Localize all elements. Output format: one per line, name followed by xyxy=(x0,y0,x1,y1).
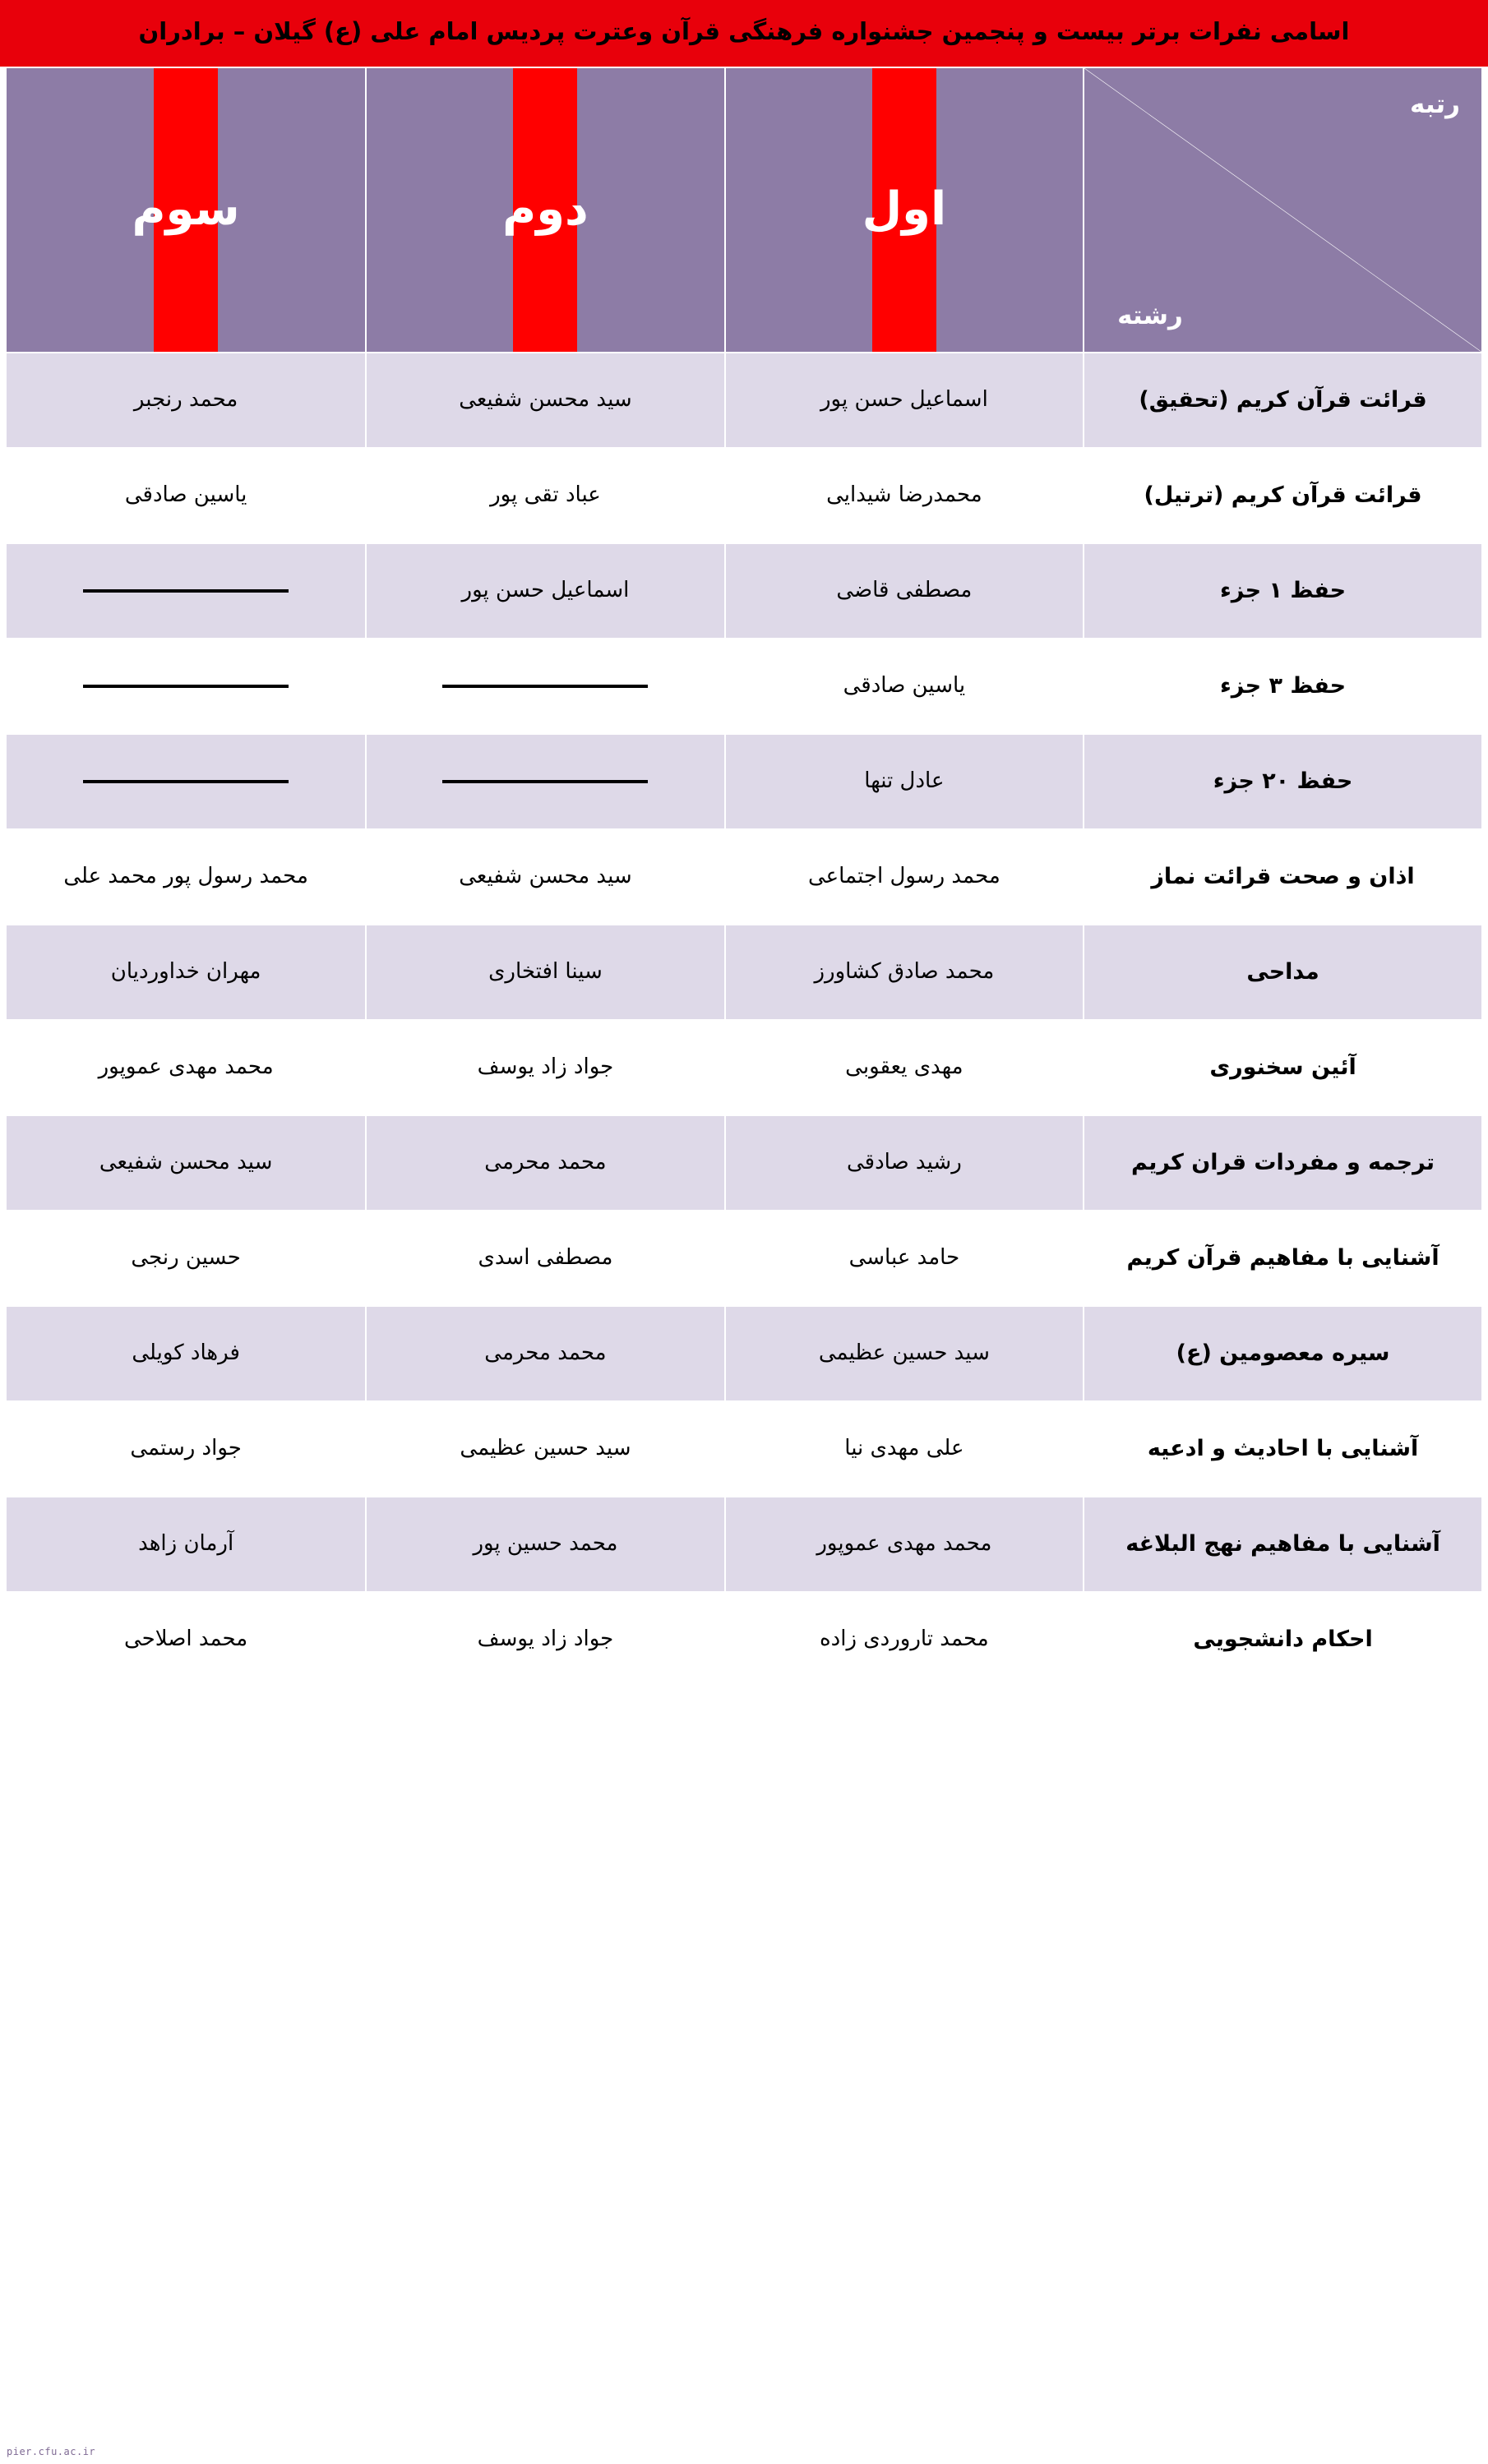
winner-third: محمد رنجبر xyxy=(6,353,366,448)
results-table-container xyxy=(0,67,1488,1688)
winner-second xyxy=(366,734,724,829)
field-name: قرائت قرآن کریم (تحقیق) xyxy=(1084,353,1482,448)
field-name: اذان و صحت قرائت نماز xyxy=(1084,829,1482,925)
table-row xyxy=(6,1306,1482,1401)
winner-second: محمد محرمی xyxy=(366,1115,724,1211)
table-row xyxy=(6,1115,1482,1211)
rank-label-first: اول xyxy=(862,182,947,237)
winner-second: محمد محرمی xyxy=(366,1306,724,1401)
winner-first: حامد عباسی xyxy=(725,1211,1084,1306)
winner-second: سینا افتخاری xyxy=(366,925,724,1020)
table-row xyxy=(6,734,1482,829)
winner-second: سید حسین عظیمی xyxy=(366,1401,724,1497)
table-row xyxy=(6,353,1482,448)
rank-band-third xyxy=(7,68,365,352)
winner-first: عادل تنها xyxy=(725,734,1084,829)
field-name: آشنایی با مفاهیم نهج البلاغه xyxy=(1084,1497,1482,1592)
field-name: مداحی xyxy=(1084,925,1482,1020)
field-name: سیره معصومین (ع) xyxy=(1084,1306,1482,1401)
winner-first: محمد تاروردی زاده xyxy=(725,1592,1084,1687)
winner-third: سید محسن شفیعی xyxy=(6,1115,366,1211)
header-rank-second xyxy=(366,67,724,353)
table-row xyxy=(6,1401,1482,1497)
winner-first: محمد مهدی عموپور xyxy=(725,1497,1084,1592)
rank-band-first xyxy=(726,68,1083,352)
rank-label-third: سوم xyxy=(132,182,240,237)
bottom-spacer xyxy=(0,1688,1488,1721)
field-name: احکام دانشجویی xyxy=(1084,1592,1482,1687)
winner-second: مصطفی اسدی xyxy=(366,1211,724,1306)
field-name: ترجمه و مفردات قران کریم xyxy=(1084,1115,1482,1211)
winner-third: آرمان زاهد xyxy=(6,1497,366,1592)
table-row xyxy=(6,639,1482,734)
winner-third: یاسین صادقی xyxy=(6,448,366,543)
winner-first: رشید صادقی xyxy=(725,1115,1084,1211)
winner-first: محمد رسول اجتماعی xyxy=(725,829,1084,925)
winner-third: فرهاد کویلی xyxy=(6,1306,366,1401)
winner-third: حسین رنجی xyxy=(6,1211,366,1306)
winner-second: عباد تقی پور xyxy=(366,448,724,543)
winner-first: علی مهدی نیا xyxy=(725,1401,1084,1497)
winner-first: سید حسین عظیمی xyxy=(725,1306,1084,1401)
table-row xyxy=(6,925,1482,1020)
header-rank-first xyxy=(725,67,1084,353)
header-field-label: رشته xyxy=(1117,300,1183,330)
table-row xyxy=(6,1020,1482,1115)
winner-third: محمد مهدی عموپور xyxy=(6,1020,366,1115)
winner-third xyxy=(6,543,366,639)
empty-dash xyxy=(83,685,289,688)
winner-second: سید محسن شفیعی xyxy=(366,829,724,925)
winner-third xyxy=(6,639,366,734)
winner-second: سید محسن شفیعی xyxy=(366,353,724,448)
winner-second: اسماعیل حسن پور xyxy=(366,543,724,639)
winner-second xyxy=(366,639,724,734)
page-title: اسامی نفرات برتر بیست و پنجمین جشنواره فرهنگی قرآن وعترت پردیس امام علی (ع) گیلان – برادران xyxy=(138,17,1350,45)
field-name: حفظ ۳ جزء xyxy=(1084,639,1482,734)
results-table-body xyxy=(6,353,1482,1687)
field-name: آشنایی با مفاهیم قرآن کریم xyxy=(1084,1211,1482,1306)
winner-first: محمدرضا شیدایی xyxy=(725,448,1084,543)
rank-label-second: دوم xyxy=(502,182,589,237)
field-name: آشنایی با احادیث و ادعیه xyxy=(1084,1401,1482,1497)
header-banner xyxy=(0,0,1488,67)
table-row xyxy=(6,1592,1482,1687)
table-row xyxy=(6,543,1482,639)
field-name: حفظ ۱ جزء xyxy=(1084,543,1482,639)
field-name: آئین سخنوری xyxy=(1084,1020,1482,1115)
empty-dash xyxy=(442,685,648,688)
winner-first: محمد صادق کشاورز xyxy=(725,925,1084,1020)
results-table xyxy=(5,67,1483,1688)
winner-third: محمد اصلاحی xyxy=(6,1592,366,1687)
empty-dash xyxy=(83,589,289,593)
rank-band-second xyxy=(367,68,723,352)
winner-first: مهدی یعقوبی xyxy=(725,1020,1084,1115)
winner-first: یاسین صادقی xyxy=(725,639,1084,734)
header-rank-third xyxy=(6,67,366,353)
field-name: قرائت قرآن کریم (ترتیل) xyxy=(1084,448,1482,543)
winner-second: جواد زاد یوسف xyxy=(366,1592,724,1687)
winner-first: اسماعیل حسن پور xyxy=(725,353,1084,448)
winner-third: مهران خداوردیان xyxy=(6,925,366,1020)
header-corner-cell xyxy=(1084,67,1482,353)
winner-third: محمد رسول پور محمد علی xyxy=(6,829,366,925)
site-watermark: pier.cfu.ac.ir xyxy=(7,2446,96,2457)
winner-second: محمد حسین پور xyxy=(366,1497,724,1592)
field-name: حفظ ۲۰ جزء xyxy=(1084,734,1482,829)
winner-second: جواد زاد یوسف xyxy=(366,1020,724,1115)
table-header-row xyxy=(6,67,1482,353)
winner-third xyxy=(6,734,366,829)
empty-dash xyxy=(83,780,289,783)
table-row xyxy=(6,1211,1482,1306)
table-row xyxy=(6,448,1482,543)
table-row xyxy=(6,1497,1482,1592)
winner-first: مصطفی قاضی xyxy=(725,543,1084,639)
table-row xyxy=(6,829,1482,925)
empty-dash xyxy=(442,780,648,783)
header-rank-label: رتبه xyxy=(1410,89,1460,119)
winner-third: جواد رستمی xyxy=(6,1401,366,1497)
